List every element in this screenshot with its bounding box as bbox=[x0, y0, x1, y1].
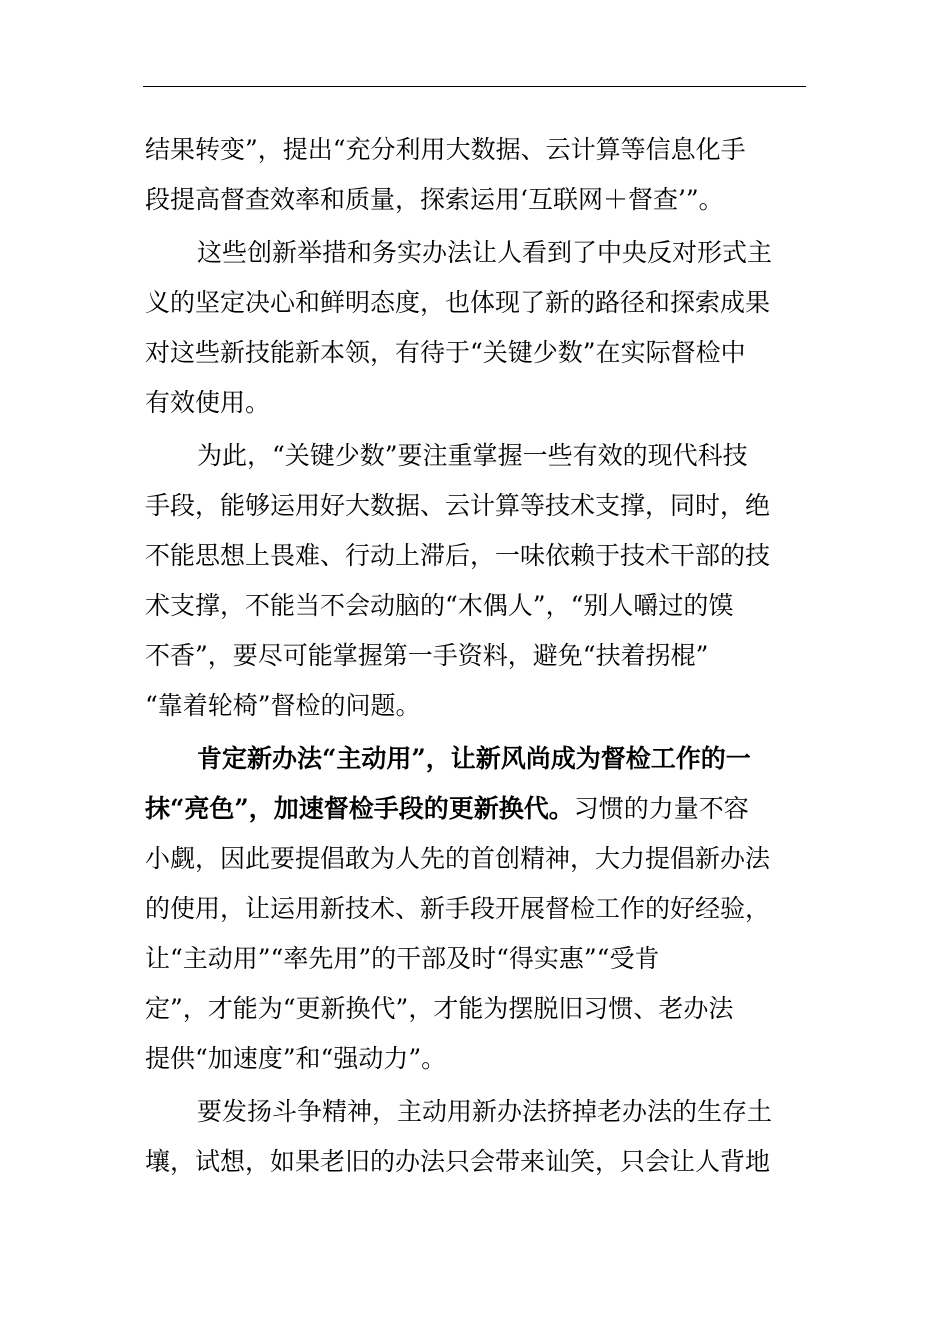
bold-heading-text: 抹“亮色”，加速督检手段的更新换代。 bbox=[145, 794, 574, 823]
text-line: 手段，能够运用好大数据、云计算等技术支撑，同时，绝 bbox=[145, 491, 771, 520]
text-line: 义的坚定决心和鲜明态度，也体现了新的路径和探索成果 bbox=[145, 288, 771, 317]
text-line: 不能思想上畏难、行动上滞后，一味依赖于技术干部的技 bbox=[145, 541, 771, 570]
text-line: 壤，试想，如果老旧的办法只会带来讪笑，只会让人背地 bbox=[145, 1147, 771, 1176]
text-line: 的使用，让运用新技术、新手段开展督检工作的好经验， bbox=[145, 894, 771, 923]
text-line: 结果转变”，提出“充分利用大数据、云计算等信息化手 bbox=[145, 135, 746, 164]
body-text: 习惯的力量不容 bbox=[573, 794, 749, 823]
text-line: 术支撑，不能当不会动脑的“木偶人”，“别人嚼过的馍 bbox=[145, 591, 734, 620]
text-line: 这些创新举措和务实办法让人看到了中央反对形式主 bbox=[197, 238, 773, 267]
text-line: 定”，才能为“更新换代”，才能为摆脱旧习惯、老办法 bbox=[145, 994, 734, 1023]
text-line: 要发扬斗争精神，主动用新办法挤掉老办法的生存土 bbox=[197, 1097, 773, 1126]
text-line: 提供“加速度”和“强动力”。 bbox=[145, 1044, 447, 1073]
text-line: 不香”，要尽可能掌握第一手资料，避免“扶着拐棍” bbox=[145, 641, 709, 670]
text-line: “靠着轮椅”督检的问题。 bbox=[145, 691, 421, 720]
text-line: 对这些新技能新本领，有待于“关键少数”在实际督检中 bbox=[145, 338, 746, 367]
text-line: 为此，“关键少数”要注重掌握一些有效的现代科技 bbox=[197, 441, 748, 470]
text-line: 让“主动用”“率先用”的干部及时“得实惠”“受肯 bbox=[145, 944, 660, 973]
bold-heading-line: 肯定新办法“主动用”，让新风尚成为督检工作的一 bbox=[197, 744, 751, 773]
text-line: 段提高督查效率和质量，探索运用‘互联网＋督查’”。 bbox=[145, 185, 724, 214]
text-line: 有效使用。 bbox=[145, 388, 271, 417]
text-line: 小觑，因此要提倡敢为人先的首创精神，大力提倡新办法 bbox=[145, 844, 771, 873]
mixed-line bbox=[145, 789, 805, 829]
header-rule bbox=[143, 86, 806, 87]
